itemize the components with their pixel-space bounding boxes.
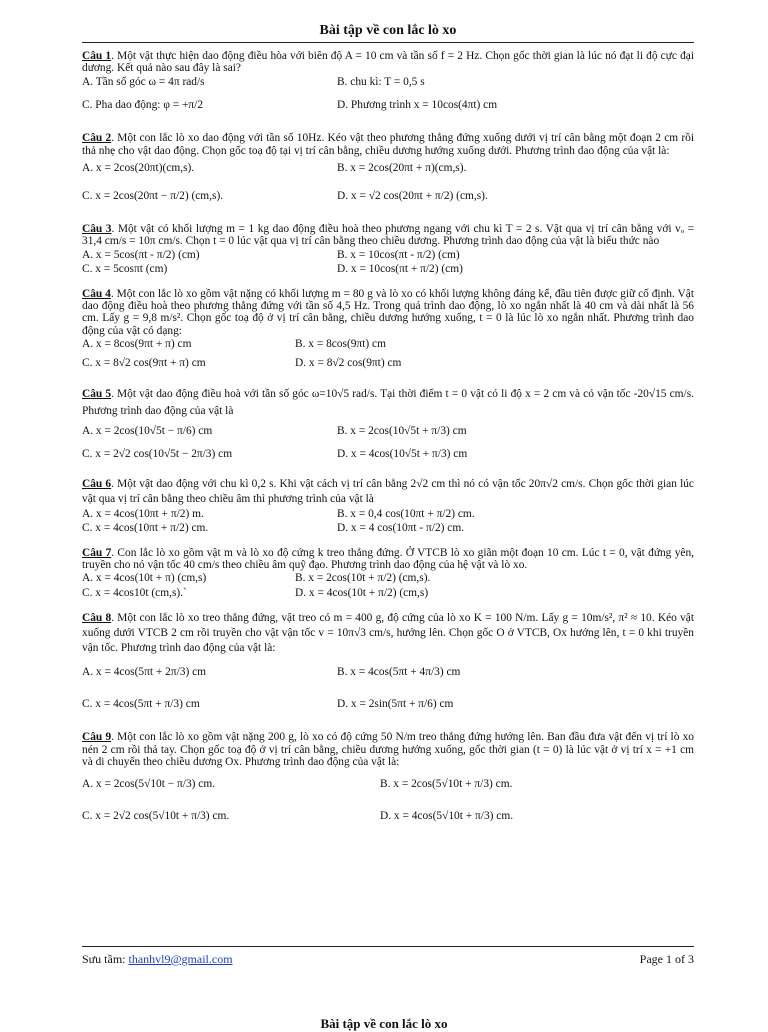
question-stem	[82, 288, 694, 338]
option-b: B. x = 0,4 cos(10πt + π/2) cm.	[337, 507, 475, 520]
question-1	[82, 50, 694, 121]
option-d: D. Phương trình x = 10cos(4πt) cm	[337, 99, 498, 112]
question-text: . Con lắc lò xo gồm vật m và lò xo độ cứng k treo thẳng đứng. Ở VTCB lò xo giãn một đoạn 10 cm. Lúc t = 0, vật đứng yên, truyền cho nó vận tốc 40 cm/s theo chiều âm quỹ đạo. Phương trình dao động của hệ vật và lò xo.	[82, 546, 694, 571]
question-4	[82, 288, 694, 375]
option-c: C. x = 4cos(10πt + π/2) cm.	[82, 522, 209, 535]
option-a: A. x = 4cos(10t + π) (cm,s)	[82, 572, 207, 585]
question-stem	[82, 731, 694, 768]
question-text: . Một vật thực hiện dao động điều hòa với biên độ A = 10 cm và tần số f = 2 Hz. Chọn gốc thời gian là lúc nó đạt li độ cực đại dương. Kết quả nào sau đây là sai?	[82, 50, 694, 75]
question-number: Câu 5	[82, 387, 112, 400]
option-b: B. x = 4cos(5πt + 4π/3) cm	[337, 665, 461, 678]
question-number: Câu 6	[82, 477, 112, 490]
option-d: D. x = 4cos(5√10t + π/3) cm.	[380, 810, 514, 823]
question-text: . Một vật dao động điều hoà với tần số góc ω=10√5 rad/s. Tại thời điểm t = 0 vật có li độ x = 2 cm và có vận tốc -20√15 cm/s. Phương trình dao động của vật là	[82, 387, 694, 417]
question-stem	[82, 386, 694, 420]
footer-rule	[82, 946, 694, 947]
question-6	[82, 477, 694, 536]
option-c: C. x = 2√2 cos(10√5t − 2π/3) cm	[82, 447, 233, 460]
question-2	[82, 132, 694, 212]
page-number: Page 1 of 3	[639, 952, 694, 966]
option-b: B. x = 2cos(20πt + π)(cm,s).	[337, 162, 467, 175]
option-c: C. x = 5cosπt (cm)	[82, 263, 168, 276]
question-text: . Một con lắc lò xo gồm vật nặng 200 g, lò xo có độ cứng 50 N/m treo thẳng đứng hướng lên. Ban đầu đưa vật đến vị trí lò xo nén 2 cm rồi thả tay. Chọn gốc toạ độ ở vị trí cân bằng, chiều dương hướng xuống, gốc thời gian (t = 0) là lúc vật ở vị trí x = +1 cm và di chuyển theo chiều dương Ox. Phương trình dao động của vật là:	[82, 731, 694, 768]
collected-label: Sưu tầm:	[82, 952, 126, 966]
option-b: B. chu kì: T = 0,5 s	[337, 75, 425, 88]
question-text: . Một con lắc lò xo dao động với tần số 10Hz. Kéo vật theo phương thẳng đứng xuống dưới vị trí cân bằng một đoạn 2 cm rồi thả nhẹ cho vật dao động. Chọn gốc toạ độ tại vị trí cân bằng, chiều dương hướng xuống dưới. Phương trình dao động của vật là:	[82, 132, 694, 157]
question-7	[82, 547, 694, 601]
question-stem	[82, 477, 694, 507]
question-number: Câu 7	[82, 546, 112, 559]
option-a: A. x = 5cos(πt - π/2) (cm)	[82, 248, 200, 261]
option-c: C. x = 4cos(5πt + π/3) cm	[82, 697, 200, 710]
option-a: A. x = 4cos(5πt + 2π/3) cm	[82, 665, 207, 678]
option-c: C. Pha dao động: φ = +π/2	[82, 99, 204, 112]
question-number: Câu 3	[82, 223, 112, 236]
option-d: D. x = 4 cos(10πt - π/2) cm.	[337, 522, 465, 535]
option-b: B. x = 2cos(5√10t + π/3) cm.	[380, 778, 513, 791]
question-8	[82, 611, 694, 720]
option-d: D. x = 2sin(5πt + π/6) cm	[337, 697, 454, 710]
question-5	[82, 386, 694, 466]
option-d: D. x = 8√2 cos(9πt) cm	[295, 356, 402, 369]
question-3	[82, 223, 694, 277]
question-stem	[82, 50, 694, 75]
option-b: B. x = 10cos(πt - π/2) (cm)	[337, 248, 460, 261]
question-number: Câu 9	[82, 731, 112, 744]
question-stem	[82, 547, 694, 572]
option-a: A. x = 2cos(10√5t − π/6) cm	[82, 424, 213, 437]
question-list	[82, 50, 694, 843]
option-c: C. x = 2√2 cos(5√10t + π/3) cm.	[82, 810, 230, 823]
question-text: . Một con lắc lò xo treo thẳng đứng, vật treo có m = 400 g, độ cứng của lò xo K = 100 N/m. Lấy g = 10m/s², π² ≈ 10. Kéo vật xuống dưới VTCB 2 cm rồi truyền cho vật vận tốc v = 10π√3 cm/s, hướng lên. Chọn gốc O ở VTCB, Ox hướng lên, t = 0 khi truyền vận tốc. Phương trình dao động của vật là:	[82, 612, 694, 655]
option-b: B. x = 8cos(9πt) cm	[295, 338, 386, 351]
question-text: . Một vật có khối lượng m = 1 kg dao động điều hoà theo phương ngang với chu kì T = 2 s. Vật qua vị trí cân bằng với vₒ = 31,4 cm/s = 10π cm/s. Chọn t = 0 lúc vật qua vị trí cân bằng theo chiều dương. Phương trình dao động của vật là biểu thức nào	[82, 223, 694, 248]
question-number: Câu 2	[82, 132, 112, 145]
option-a: A. x = 2cos(5√10t − π/3) cm.	[82, 778, 216, 791]
option-a: A. x = 2cos(20πt)(cm,s).	[82, 162, 195, 175]
next-page-title: Bài tập về con lắc lò xo	[320, 1016, 448, 1031]
question-number: Câu 8	[82, 612, 112, 625]
option-c: C. x = 4cos10t (cm,s).`	[82, 586, 187, 599]
option-d: D. x = 4cos(10t + π/2) (cm,s)	[295, 586, 429, 599]
question-text: . Một vật dao động với chu kì 0,2 s. Khi vật cách vị trí cân bằng 2√2 cm thì nó có vận tốc 20π√2 cm/s. Chọn gốc thời gian lúc vật qua vị trí cân bằng theo chiều âm thì phương trình của vật là	[82, 477, 694, 505]
option-d: D. x = √2 cos(20πt + π/2) (cm,s).	[337, 189, 488, 202]
question-number: Câu 4	[82, 287, 111, 300]
page-title: Bài tập về con lắc lò xo	[319, 23, 457, 38]
option-a: A. x = 8cos(9πt + π) cm	[82, 338, 192, 351]
question-stem	[82, 132, 694, 157]
question-9	[82, 731, 694, 832]
option-b: B. x = 2cos(10√5t + π/3) cm	[337, 424, 467, 437]
option-c: C. x = 8√2 cos(9πt + π) cm	[82, 356, 206, 369]
footer-credit	[82, 952, 233, 967]
option-c: C. x = 2cos(20πt − π/2) (cm,s).	[82, 189, 224, 202]
option-d: D. x = 10cos(πt + π/2) (cm)	[337, 263, 463, 276]
page-footer	[82, 952, 694, 967]
header-rule	[82, 42, 694, 43]
option-b: B. x = 2cos(10t + π/2) (cm,s).	[295, 572, 431, 585]
question-text: . Một con lắc lò xo gồm vật nặng có khối lượng m = 80 g và lò xo có khối lượng không đáng kể, đầu tiên được giữ cố định. Vật dao động điều hoà theo phương thẳng đứng với tần số 4,5 Hz. Trong quá trình dao động, lò xo ngắn nhất là 40 cm và dài nhất là 56 cm. Lấy g = 9,8 m/s². Chọn gốc toạ độ ở vị trí cân bằng, chiều dương hướng xuống, t = 0 là lúc lò xo ngắn nhất. Phương trình dao động của vật có dạng:	[82, 287, 694, 337]
option-a: A. x = 4cos(10πt + π/2) m.	[82, 507, 204, 520]
question-stem	[82, 223, 694, 248]
option-a: A. Tần số góc ω = 4π rad/s	[82, 75, 205, 88]
option-d: D. x = 4cos(10√5t + π/3) cm	[337, 447, 468, 460]
question-stem	[82, 611, 694, 656]
question-number: Câu 1	[82, 50, 112, 62]
author-email-link[interactable]: thanhvl9@gmail.com	[128, 952, 233, 966]
